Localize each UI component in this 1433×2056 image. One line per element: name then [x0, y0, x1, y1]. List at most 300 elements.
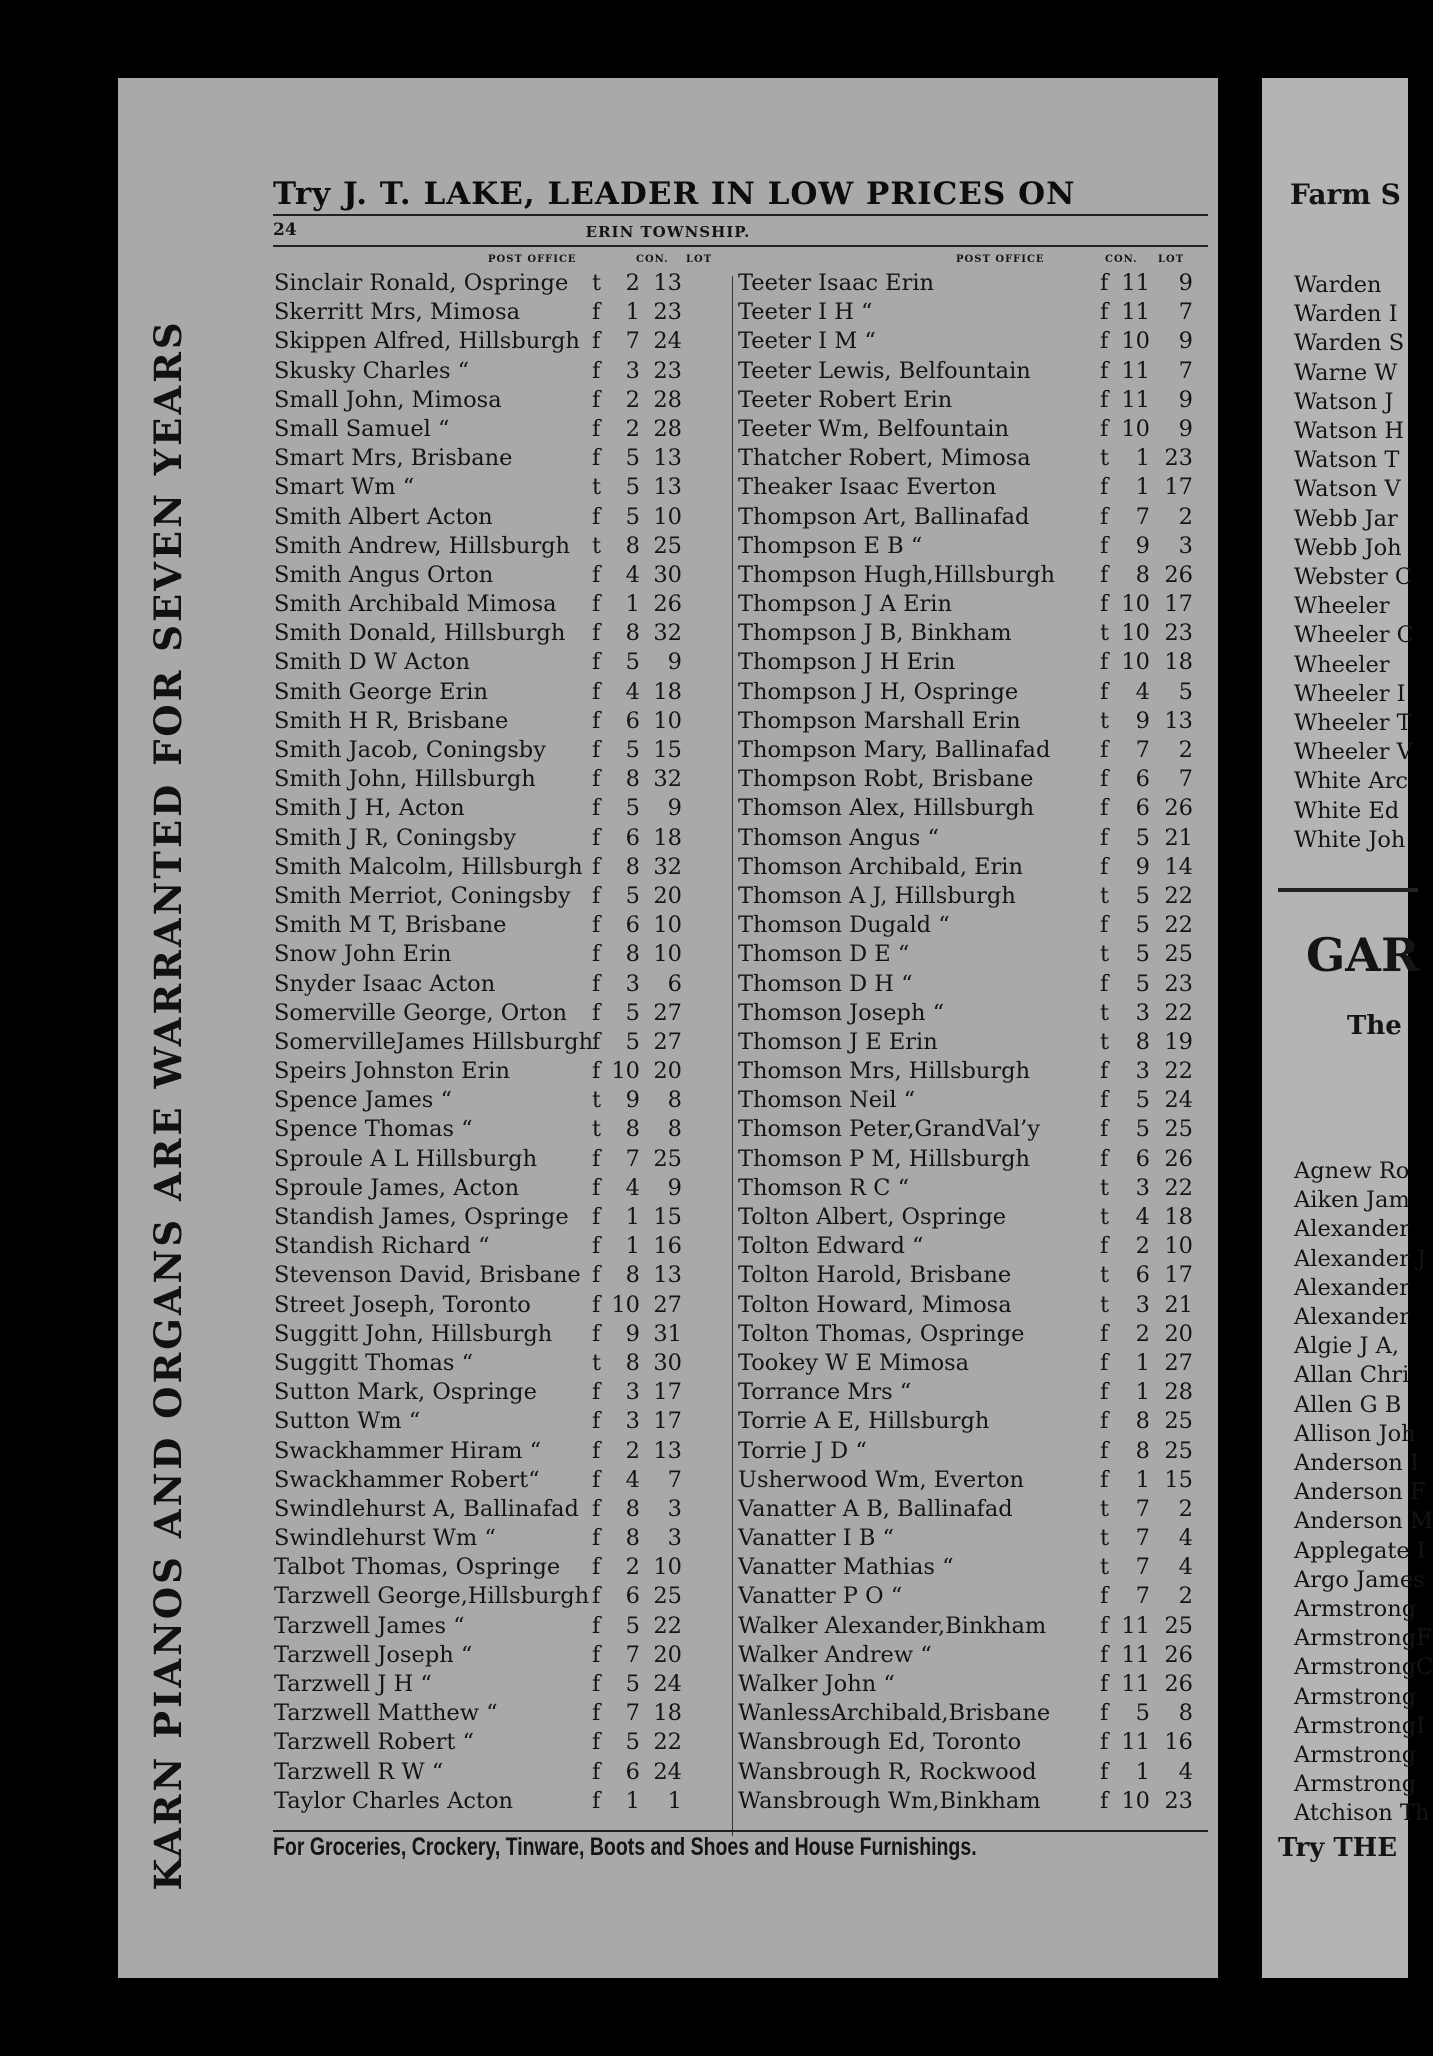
entry-name: Smith Albert Acton [274, 503, 493, 530]
lot-number: 25 [653, 1145, 682, 1172]
directory-page [118, 78, 1218, 1978]
entry-name: Tarzwell Joseph “ [274, 1641, 473, 1668]
lot-number: 23 [1164, 1787, 1193, 1814]
directory-entry [274, 1496, 724, 1525]
tenure-code: f [592, 1145, 601, 1172]
entry-name: Usherwood Wm, Everton [738, 1466, 1025, 1493]
entry-name: Teeter Robert Erin [738, 386, 953, 413]
adjacent-entry: Armstrong [1294, 1596, 1417, 1622]
tenure-code: f [592, 386, 601, 413]
adjacent-entry: Allison Joh [1294, 1420, 1416, 1447]
directory-entry [274, 679, 724, 708]
lot-number: 15 [653, 737, 682, 763]
tenure-code: t [1100, 882, 1110, 909]
entry-name: Torrie J D “ [738, 1437, 867, 1464]
directory-entry [738, 737, 1213, 766]
entry-name: Thompson Robt, Brisbane [738, 766, 1034, 793]
adjacent-entry: Watson J [1294, 388, 1394, 415]
concession-number: 8 [625, 1525, 640, 1552]
tenure-code: f [1100, 1058, 1109, 1085]
lot-number: 25 [1164, 1408, 1193, 1435]
concession-number: 9 [625, 1087, 640, 1114]
lot-number: 10 [653, 941, 682, 968]
concession-number: 10 [1121, 591, 1150, 618]
concession-number: 7 [625, 1145, 640, 1172]
entry-name: Standish Richard “ [274, 1233, 490, 1260]
tenure-code: f [1100, 270, 1109, 296]
lot-number: 17 [1164, 474, 1193, 501]
adjacent-entry: Watson H [1294, 418, 1404, 444]
directory-entry [738, 1058, 1213, 1087]
directory-entry [274, 1759, 724, 1788]
directory-entry [738, 1788, 1213, 1817]
adjacent-entry: Wheeler C [1294, 622, 1414, 649]
tenure-code: f [1100, 824, 1109, 851]
concession-number: 11 [1121, 357, 1150, 384]
lot-number: 17 [653, 1379, 682, 1406]
lot-number: 26 [1164, 561, 1193, 588]
directory-entry [738, 854, 1213, 883]
concession-number: 7 [625, 1700, 640, 1727]
directory-entry [274, 1146, 724, 1175]
entry-name: Vanatter A B, Ballinafad [738, 1495, 1013, 1522]
tenure-code: f [592, 503, 601, 530]
lot-number: 27 [653, 999, 682, 1026]
lot-number: 18 [653, 824, 682, 851]
lot-number: 4 [1178, 1525, 1193, 1552]
left-con-header: CON. [636, 254, 669, 265]
adjacent-entry: Agnew Ro [1294, 1158, 1410, 1184]
adjacent-entry: Anderson M [1294, 1508, 1433, 1535]
directory-entry [274, 1204, 724, 1233]
adjacent-entry: Warden I [1294, 301, 1398, 328]
lot-number: 27 [653, 1291, 682, 1318]
tenure-code: f [1100, 474, 1109, 501]
tenure-code: f [1100, 1641, 1109, 1668]
column-divider [732, 276, 733, 1836]
directory-entry [274, 620, 724, 649]
entry-name: Tolton Harold, Brisbane [738, 1262, 1012, 1289]
entry-name: Sutton Mark, Ospringe [274, 1379, 537, 1406]
tenure-code: f [1100, 299, 1109, 326]
entry-name: Tarzwell James “ [274, 1612, 465, 1639]
entry-name: Speirs Johnston Erin [274, 1058, 510, 1085]
right-post-office-header: POST OFFICE [956, 254, 1045, 265]
tenure-code: f [1100, 1116, 1109, 1143]
lot-number: 22 [1164, 882, 1193, 909]
entry-name: Thompson Mary, Ballinafad [738, 737, 1051, 763]
concession-number: 5 [625, 1028, 640, 1055]
directory-entry [274, 445, 724, 474]
right-con-header: CON. [1105, 254, 1138, 265]
concession-number: 8 [1135, 1028, 1150, 1055]
concession-number: 11 [1121, 299, 1150, 326]
directory-entry [274, 1438, 724, 1467]
directory-entry [738, 504, 1213, 533]
tenure-code: f [1100, 1349, 1109, 1376]
title-rule [273, 245, 1208, 247]
tenure-code: t [592, 532, 602, 559]
directory-entry [738, 562, 1213, 591]
directory-entry [274, 825, 724, 854]
lot-number: 27 [1164, 1349, 1193, 1376]
directory-entry [274, 1583, 724, 1612]
section-title: ERIN TOWNSHIP. [585, 223, 751, 241]
concession-number: 5 [1135, 1700, 1150, 1727]
directory-entry [274, 1058, 724, 1087]
adjacent-entry: White Ed [1294, 797, 1400, 824]
concession-number: 3 [1135, 1174, 1150, 1201]
tenure-code: f [592, 1612, 601, 1639]
concession-number: 6 [625, 1758, 640, 1785]
lot-number: 22 [653, 1612, 682, 1639]
directory-entry [274, 1379, 724, 1408]
tenure-code: f [1100, 1700, 1109, 1727]
directory-entry [274, 766, 724, 795]
adjacent-entry: Webb Joh [1294, 534, 1402, 561]
directory-entry [738, 1321, 1213, 1350]
lot-number: 25 [1164, 1437, 1193, 1464]
tenure-code: f [1100, 1087, 1109, 1114]
adjacent-entry: Warden [1294, 272, 1382, 298]
adjacent-footer: Try THE [1278, 1833, 1398, 1863]
concession-number: 4 [625, 1174, 640, 1201]
concession-number: 7 [625, 328, 640, 355]
lot-number: 22 [1164, 1174, 1193, 1201]
concession-number: 10 [1121, 649, 1150, 676]
entry-name: Spence Thomas “ [274, 1116, 473, 1143]
entry-name: Sutton Wm “ [274, 1408, 421, 1435]
concession-number: 7 [1135, 1554, 1150, 1581]
concession-number: 8 [625, 853, 640, 880]
entry-name: Suggitt John, Hillsburgh [274, 1320, 553, 1347]
directory-entry [274, 1321, 724, 1350]
concession-number: 9 [1135, 853, 1150, 880]
entry-name: Teeter I M “ [738, 328, 876, 355]
directory-entry [274, 533, 724, 562]
concession-number: 7 [1135, 737, 1150, 763]
entry-name: Teeter I H “ [738, 299, 873, 326]
lot-number: 17 [1164, 591, 1193, 618]
directory-entry [274, 1262, 724, 1291]
concession-number: 8 [625, 620, 640, 647]
adjacent-entry: Wheeler V [1294, 739, 1413, 766]
entry-name: Thomson Mrs, Hillsburgh [738, 1058, 1031, 1085]
tenure-code: f [1100, 1408, 1109, 1435]
tenure-code: f [1100, 415, 1109, 442]
directory-entry [274, 1233, 724, 1262]
concession-number: 8 [1135, 561, 1150, 588]
entry-name: Smith John, Hillsburgh [274, 766, 536, 793]
adjacent-entry: Armstrong [1294, 1771, 1417, 1798]
entry-name: Swackhammer Hiram “ [274, 1437, 542, 1464]
concession-number: 5 [625, 649, 640, 676]
concession-number: 11 [1121, 1671, 1150, 1697]
lot-number: 31 [653, 1320, 682, 1347]
lot-number: 23 [1164, 445, 1193, 472]
lot-number: 14 [1164, 853, 1193, 880]
concession-number: 2 [1135, 1233, 1150, 1260]
concession-number: 3 [1135, 1058, 1150, 1085]
lot-number: 20 [653, 1641, 682, 1668]
concession-number: 8 [1135, 1437, 1150, 1464]
lot-number: 15 [1164, 1466, 1193, 1493]
directory-entry [274, 883, 724, 912]
tenure-code: f [592, 1641, 601, 1668]
entry-name: Wansbrough Ed, Toronto [738, 1729, 1022, 1756]
concession-number: 8 [625, 1116, 640, 1143]
adjacent-entry: Wheeler [1294, 593, 1390, 620]
entry-name: Teeter Wm, Belfountain [738, 415, 1009, 442]
entry-name: Smith J R, Coningsby [274, 824, 517, 851]
concession-number: 10 [1121, 415, 1150, 442]
lot-number: 25 [1164, 1612, 1193, 1639]
tenure-code: f [592, 1466, 601, 1493]
entry-name: Sinclair Ronald, Ospringe [274, 270, 569, 296]
lot-number: 13 [653, 1262, 682, 1289]
top-banner-advert: Try J. T. LAKE, LEADER IN LOW PRICES ON [273, 176, 1076, 212]
entry-name: Thatcher Robert, Mimosa [738, 445, 1031, 472]
concession-number: 5 [1135, 941, 1150, 968]
directory-entry [274, 474, 724, 503]
entry-name: Smith Merriot, Coningsby [274, 882, 571, 909]
lot-number: 23 [653, 299, 682, 326]
tenure-code: f [1100, 1145, 1109, 1172]
adjacent-entry: Alexander [1294, 1304, 1410, 1330]
adjacent-entry: Webb Jar [1294, 505, 1398, 532]
adjacent-entry: Applegate I [1294, 1537, 1426, 1564]
concession-number: 6 [1135, 795, 1150, 822]
entry-name: Smith M T, Brisbane [274, 912, 507, 939]
concession-number: 5 [625, 1612, 640, 1639]
entry-name: Smith J H, Acton [274, 795, 465, 822]
lot-number: 17 [1164, 1262, 1193, 1289]
lot-number: 9 [1178, 415, 1193, 442]
concession-number: 7 [625, 1641, 640, 1668]
tenure-code: f [592, 445, 601, 472]
directory-entry [274, 328, 724, 357]
directory-entry [274, 1087, 724, 1116]
lot-number: 9 [1178, 386, 1193, 413]
entry-name: Thomson Neil “ [738, 1087, 916, 1114]
entry-name: Smith H R, Brisbane [274, 707, 509, 734]
concession-number: 1 [1135, 1466, 1150, 1493]
concession-number: 3 [625, 1408, 640, 1435]
concession-number: 5 [625, 1671, 640, 1697]
entry-name: Snow John Erin [274, 941, 452, 968]
tenure-code: f [1100, 649, 1109, 676]
entry-name: Swindlehurst A, Ballinafad [274, 1495, 579, 1522]
tenure-code: f [1100, 1583, 1109, 1610]
entry-name: Thomson P M, Hillsburgh [738, 1145, 1031, 1172]
lot-number: 21 [1164, 824, 1193, 851]
tenure-code: f [1100, 912, 1109, 939]
concession-number: 11 [1121, 1641, 1150, 1668]
directory-entry [274, 358, 724, 387]
lot-number: 9 [667, 649, 682, 676]
entry-name: Street Joseph, Toronto [274, 1291, 531, 1318]
directory-entry [738, 795, 1213, 824]
directory-entry [738, 1642, 1213, 1671]
concession-number: 8 [625, 532, 640, 559]
directory-entry [738, 1175, 1213, 1204]
lot-number: 24 [653, 328, 682, 355]
entry-name: Wansbrough Wm,Binkham [738, 1787, 1041, 1814]
concession-number: 5 [625, 445, 640, 472]
entry-name: Small Samuel “ [274, 415, 450, 442]
tenure-code: f [592, 1408, 601, 1435]
directory-entry [738, 533, 1213, 562]
entry-name: Snyder Isaac Acton [274, 970, 496, 997]
lot-number: 16 [1164, 1729, 1193, 1756]
lot-number: 8 [667, 1116, 682, 1143]
lot-number: 22 [1164, 999, 1193, 1026]
tenure-code: f [1100, 1379, 1109, 1406]
directory-entry [274, 1350, 724, 1379]
entry-name: WanlessArchibald,Brisbane [738, 1700, 1051, 1727]
entry-name: Smith Archibald Mimosa [274, 591, 557, 618]
tenure-code: t [592, 270, 602, 296]
tenure-code: f [1100, 1787, 1109, 1814]
footer-rule [273, 1830, 1208, 1832]
entry-name: Smart Mrs, Brisbane [274, 445, 513, 472]
adjacent-entry: Webster C [1294, 564, 1413, 590]
left-column [274, 270, 724, 1817]
tenure-code: f [1100, 970, 1109, 997]
concession-number: 5 [1135, 882, 1150, 909]
concession-number: 8 [625, 1349, 640, 1376]
lot-number: 9 [667, 795, 682, 822]
entry-name: SomervilleJames Hillsburgh [274, 1028, 594, 1055]
entry-name: Smith Malcolm, Hillsburgh [274, 853, 583, 880]
tenure-code: t [1100, 1525, 1110, 1552]
directory-entry [738, 1350, 1213, 1379]
tenure-code: f [592, 1320, 601, 1347]
adjacent-entry: Wheeler I [1294, 680, 1406, 707]
lot-number: 26 [1164, 1641, 1193, 1668]
tenure-code: f [592, 561, 601, 588]
adjacent-entry: Wheeler T [1294, 710, 1412, 736]
concession-number: 3 [1135, 999, 1150, 1026]
adjacent-entry: Anderson F [1294, 1479, 1426, 1506]
tenure-code: f [592, 941, 601, 968]
lot-number: 7 [1178, 357, 1193, 384]
tenure-code: f [592, 1174, 601, 1201]
lot-number: 6 [667, 970, 682, 997]
entry-name: Skusky Charles “ [274, 357, 470, 384]
directory-entry [274, 562, 724, 591]
tenure-code: f [592, 912, 601, 939]
adjacent-subtitle: The [1347, 1011, 1402, 1041]
tenure-code: f [592, 1291, 601, 1318]
concession-number: 5 [1135, 1116, 1150, 1143]
entry-name: Taylor Charles Acton [274, 1787, 514, 1814]
tenure-code: f [592, 1700, 601, 1727]
concession-number: 1 [1135, 1349, 1150, 1376]
lot-number: 4 [1178, 1758, 1193, 1785]
entry-name: Smith Donald, Hillsburgh [274, 620, 566, 647]
lot-number: 7 [1178, 766, 1193, 793]
directory-entry [738, 883, 1213, 912]
lot-number: 20 [653, 1058, 682, 1085]
directory-entry [738, 1087, 1213, 1116]
directory-entry [738, 1029, 1213, 1058]
concession-number: 5 [625, 737, 640, 763]
lot-number: 25 [653, 532, 682, 559]
adjacent-entry: Armstrong [1294, 1742, 1417, 1768]
concession-number: 6 [625, 824, 640, 851]
directory-entry [274, 1525, 724, 1554]
tenure-code: f [1100, 591, 1109, 618]
entry-name: Teeter Isaac Erin [738, 270, 935, 296]
directory-entry [738, 1262, 1213, 1291]
left-lot-header: LOT [686, 254, 713, 265]
concession-number: 6 [625, 1583, 640, 1610]
banner-rule [273, 214, 1208, 216]
adjacent-entry: ArmstrongI [1294, 1712, 1426, 1739]
tenure-code: t [1100, 1028, 1110, 1055]
entry-name: Smith George Erin [274, 678, 488, 705]
lot-number: 32 [653, 853, 682, 880]
tenure-code: t [1100, 445, 1110, 472]
lot-number: 13 [653, 445, 682, 472]
page-number: 24 [273, 220, 297, 240]
concession-number: 6 [1135, 766, 1150, 793]
concession-number: 10 [611, 1291, 640, 1318]
adjacent-entry: ArmstrongF [1294, 1625, 1432, 1652]
directory-entry [738, 1525, 1213, 1554]
lot-number: 23 [1164, 970, 1193, 997]
directory-entry [738, 1116, 1213, 1145]
concession-number: 3 [1135, 1291, 1150, 1318]
right-lot-header: LOT [1158, 254, 1185, 265]
lot-number: 22 [1164, 912, 1193, 939]
lot-number: 10 [1164, 1233, 1193, 1260]
concession-number: 1 [1135, 445, 1150, 472]
lot-number: 9 [1178, 328, 1193, 355]
concession-number: 7 [1135, 1525, 1150, 1552]
lot-number: 13 [1164, 707, 1193, 734]
concession-number: 7 [1135, 1495, 1150, 1522]
entry-name: Smith Andrew, Hillsburgh [274, 532, 571, 559]
lot-number: 17 [653, 1408, 682, 1435]
adjacent-page [1262, 78, 1433, 1978]
tenure-code: f [592, 1028, 601, 1055]
entry-name: Thompson J H, Ospringe [738, 678, 1019, 705]
directory-entry [738, 1000, 1213, 1029]
directory-entry [738, 328, 1213, 357]
concession-number: 5 [625, 474, 640, 501]
concession-number: 11 [1121, 1729, 1150, 1756]
lot-number: 16 [653, 1233, 682, 1260]
tenure-code: f [592, 795, 601, 822]
entry-name: Walker Alexander,Binkham [738, 1612, 1047, 1639]
directory-entry [738, 358, 1213, 387]
entry-name: Stevenson David, Brisbane [274, 1262, 581, 1289]
lot-number: 22 [653, 1729, 682, 1756]
adjacent-entry: Anderson I [1294, 1450, 1419, 1476]
concession-number: 11 [1121, 386, 1150, 413]
adjacent-entry: Algie J A, [1294, 1333, 1400, 1360]
directory-entry [738, 766, 1213, 795]
tenure-code: t [1100, 999, 1110, 1026]
directory-entry [738, 474, 1213, 503]
entry-name: Skippen Alfred, Hillsburgh [274, 328, 580, 355]
directory-entry [738, 445, 1213, 474]
entry-name: Wansbrough R, Rockwood [738, 1758, 1037, 1785]
entry-name: Tolton Howard, Mimosa [738, 1291, 1012, 1318]
entry-name: Vanatter Mathias “ [738, 1554, 954, 1581]
